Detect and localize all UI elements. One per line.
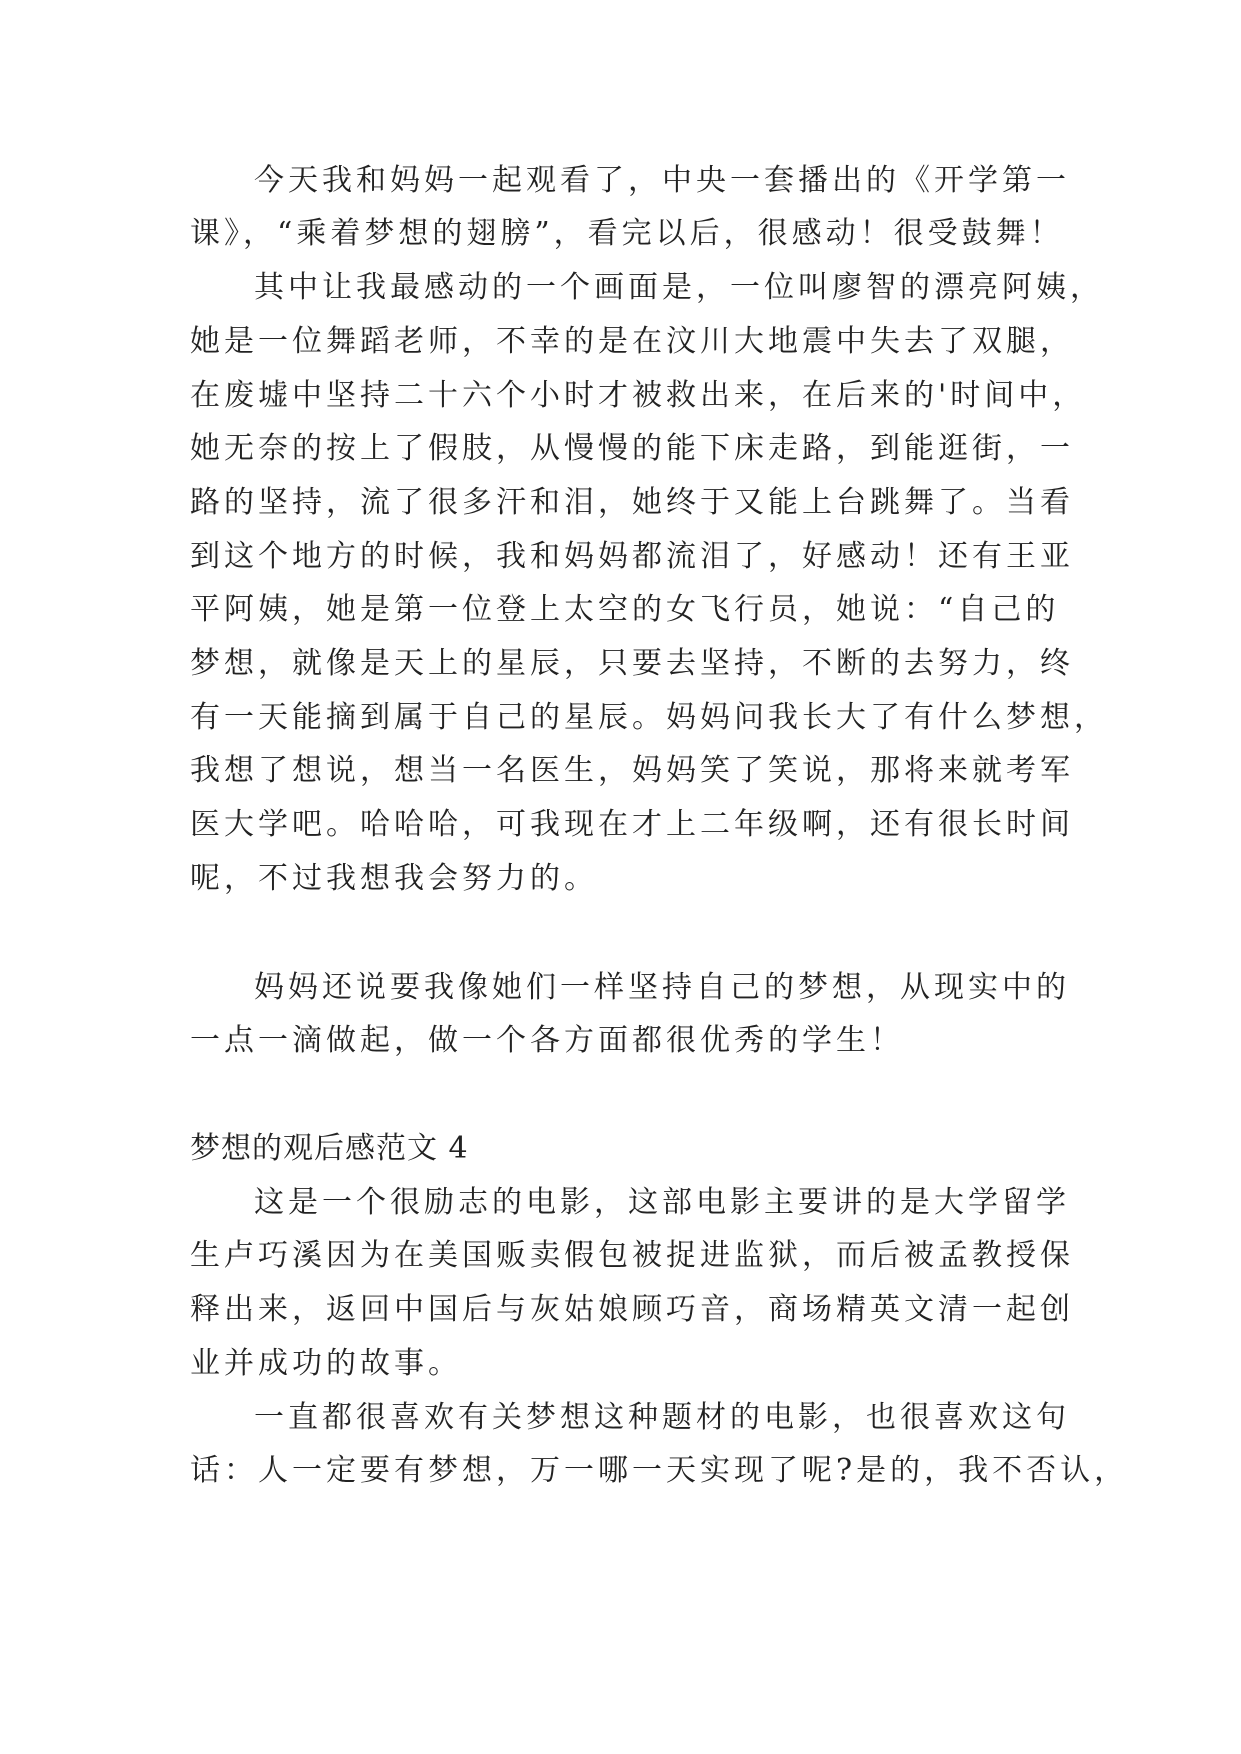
- paragraph-line: 她无奈的按上了假肢，从慢慢的能下床走路，到能逛街，一: [190, 431, 1074, 466]
- paragraph-line: 话：人一定要有梦想，万一哪一天实现了呢?是的，我不否认，: [190, 1453, 1129, 1488]
- paragraph-line: 业并成功的故事。: [190, 1346, 462, 1381]
- paragraph-line: 我想了想说，想当一名医生，妈妈笑了笑说，那将来就考军: [190, 753, 1074, 788]
- paragraph-line: 生卢巧溪因为在美国贩卖假包被捉进监狱，而后被孟教授保: [190, 1238, 1074, 1273]
- paragraph-line: 她是一位舞蹈老师，不幸的是在汶川大地震中失去了双腿，: [190, 324, 1074, 359]
- paragraph-line: 呢，不过我想我会努力的。: [190, 861, 598, 896]
- paragraph-line: 有一天能摘到属于自己的星辰。妈妈问我长大了有什么梦想，: [190, 700, 1108, 735]
- paragraph-line: 到这个地方的时候，我和妈妈都流泪了，好感动！还有王亚: [190, 539, 1074, 574]
- paragraph-line: 在废墟中坚持二十六个小时才被救出来，在后来的'时间中，: [190, 378, 1087, 413]
- paragraph-line: 梦想，就像是天上的星辰，只要去坚持，不断的去努力，终: [190, 646, 1074, 681]
- paragraph-line: 今天我和妈妈一起观看了，中央一套播出的《开学第一: [254, 163, 1070, 198]
- paragraph-line: 这是一个很励志的电影，这部电影主要讲的是大学留学: [254, 1185, 1070, 1220]
- paragraph-line: 一直都很喜欢有关梦想这种题材的电影，也很喜欢这句: [254, 1400, 1070, 1435]
- paragraph-line: 课》，“乘着梦想的翅膀”，看完以后，很感动！很受鼓舞！: [190, 216, 1064, 251]
- paragraph-line: 一点一滴做起，做一个各方面都很优秀的学生！: [190, 1023, 904, 1058]
- section-heading: 梦想的观后感范文 4: [190, 1131, 469, 1166]
- paragraph-line: 路的坚持，流了很多汗和泪，她终于又能上台跳舞了。当看: [190, 485, 1074, 520]
- paragraph-line: 其中让我最感动的一个画面是，一位叫廖智的漂亮阿姨，: [254, 270, 1104, 305]
- paragraph-line: 平阿姨，她是第一位登上太空的女飞行员，她说：“自己的: [190, 592, 1060, 627]
- paragraph-line: 医大学吧。哈哈哈，可我现在才上二年级啊，还有很长时间: [190, 807, 1074, 842]
- paragraph-line: 释出来，返回中国后与灰姑娘顾巧音，商场精英文清一起创: [190, 1292, 1074, 1327]
- paragraph-line: 妈妈还说要我像她们一样坚持自己的梦想，从现实中的: [254, 970, 1070, 1005]
